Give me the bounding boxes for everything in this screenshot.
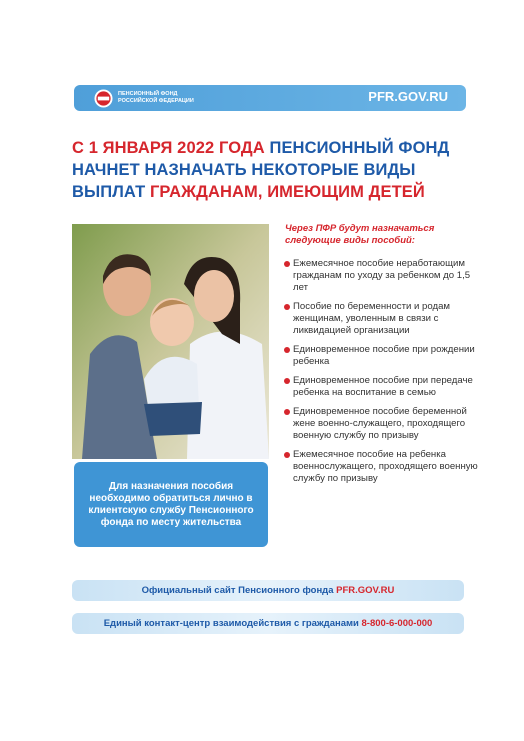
list-item bbox=[284, 406, 484, 442]
family-photo bbox=[72, 224, 269, 459]
info-callout: Для назначения пособия необходимо обратиться лично в клиентскую службу Пенсионного фонда по месту жительства bbox=[74, 462, 268, 547]
benefits-list bbox=[284, 258, 484, 492]
bullet-icon bbox=[284, 261, 290, 267]
header-site-link[interactable]: PFR.GOV.RU bbox=[368, 89, 448, 104]
bullet-icon bbox=[284, 452, 290, 458]
page-title bbox=[72, 137, 492, 203]
list-item bbox=[284, 344, 484, 368]
benefit-text: Единовременное пособие при рождении ребенка bbox=[293, 344, 475, 367]
bullet-icon bbox=[284, 304, 290, 310]
benefits-heading: Через ПФР будут назначаться следующие виды пособий: bbox=[285, 223, 435, 246]
header-banner bbox=[74, 85, 466, 111]
list-item bbox=[284, 301, 484, 337]
bullet-icon bbox=[284, 378, 290, 384]
title-end: ГРАЖДАНАМ, ИМЕЮЩИМ ДЕТЕЙ bbox=[149, 183, 425, 201]
website-bar bbox=[72, 580, 464, 601]
org-name-line1: ПЕНСИОННЫЙ ФОНД bbox=[118, 91, 178, 97]
bullet-icon bbox=[284, 347, 290, 353]
bullet-icon bbox=[284, 409, 290, 415]
title-date: С 1 ЯНВАРЯ 2022 ГОДА bbox=[72, 139, 265, 157]
list-item bbox=[284, 375, 484, 399]
contact-bar bbox=[72, 613, 464, 634]
title-middle: ПЕНСИОННЫЙ ФОНД НАЧНЕТ НАЗНАЧАТЬ НЕКОТОРЫЕ ВИДЫ ВЫПЛАТ bbox=[72, 139, 450, 201]
benefit-text: Пособие по беременности и родам женщинам, уволенным в связи с ликвидацией организации bbox=[293, 301, 451, 336]
benefit-text: Единовременное пособие при передаче ребенка на воспитание в семью bbox=[293, 375, 473, 398]
org-name-line2: РОССИЙСКОЙ ФЕДЕРАЦИИ bbox=[118, 97, 194, 104]
org-name bbox=[118, 91, 194, 104]
list-item bbox=[284, 258, 484, 294]
contact-label: Единый контакт-центр взаимодействия с гражданами bbox=[103, 618, 362, 629]
list-item bbox=[284, 449, 484, 485]
benefit-text: Единовременное пособие беременной жене военно-служащего, проходящего военную службу по призыву bbox=[293, 406, 467, 441]
phone-link[interactable]: 8-800-6-000-000 bbox=[361, 618, 433, 629]
benefit-text: Ежемесячное пособие неработающим гражданам по уходу за ребенком до 1,5 лет bbox=[293, 258, 471, 293]
benefit-text: Ежемесячное пособие на ребенка военнослужащего, проходящего военную службу по призыву bbox=[293, 449, 478, 484]
pfr-logo-icon bbox=[94, 89, 113, 108]
website-label: Официальный сайт Пенсионного фонда bbox=[141, 585, 337, 596]
website-link[interactable]: PFR.GOV.RU bbox=[336, 585, 395, 596]
